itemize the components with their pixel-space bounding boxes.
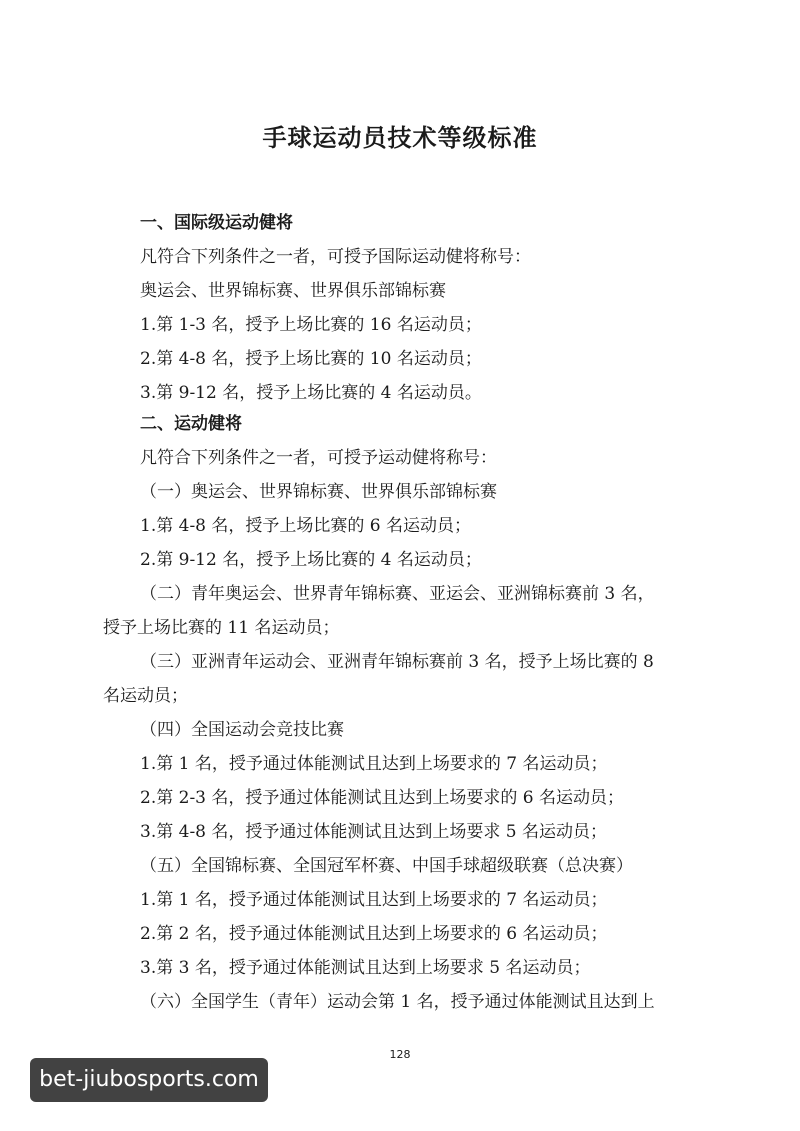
list-item: 1.第 4-8 名，授予上场比赛的 6 名运动员； xyxy=(140,516,472,536)
list-item: 3.第 9-12 名，授予上场比赛的 4 名运动员。 xyxy=(140,383,482,403)
list-item: 1.第 1 名，授予通过体能测试且达到上场要求的 7 名运动员； xyxy=(140,890,608,910)
list-item: 2.第 2 名，授予通过体能测试且达到上场要求的 6 名运动员； xyxy=(140,924,608,944)
paragraph-line: 凡符合下列条件之一者，可授予国际运动健将称号： xyxy=(140,247,531,267)
subsection-line: （三）亚洲青年运动会、亚洲青年锦标赛前 3 名，授予上场比赛的 8 xyxy=(140,652,654,672)
list-item: 2.第 9-12 名，授予上场比赛的 4 名运动员； xyxy=(140,550,482,570)
subsection-line: （二）青年奥运会、世界青年锦标赛、亚运会、亚洲锦标赛前 3 名， xyxy=(140,584,655,604)
page-number: 128 xyxy=(389,1048,411,1061)
watermark-badge: bet-jiubosports.com xyxy=(30,1058,268,1102)
paragraph-continuation: 名运动员； xyxy=(103,686,188,706)
list-item: 2.第 4-8 名，授予上场比赛的 10 名运动员； xyxy=(140,349,482,369)
section-heading-master: 二、运动健将 xyxy=(140,414,242,434)
list-item: 1.第 1 名，授予通过体能测试且达到上场要求的 7 名运动员； xyxy=(140,754,608,774)
subsection-line: （六）全国学生（青年）运动会第 1 名，授予通过体能测试且达到上 xyxy=(140,992,655,1012)
subsection-line: （一）奥运会、世界锦标赛、世界俱乐部锦标赛 xyxy=(140,482,497,502)
subsection-line: （五）全国锦标赛、全国冠军杯赛、中国手球超级联赛（总决赛） xyxy=(140,856,633,876)
paragraph-continuation: 授予上场比赛的 11 名运动员； xyxy=(103,618,340,638)
list-item: 3.第 3 名，授予通过体能测试且达到上场要求 5 名运动员； xyxy=(140,958,591,978)
paragraph-line: 凡符合下列条件之一者，可授予运动健将称号： xyxy=(140,448,497,468)
section-heading-international-master: 一、国际级运动健将 xyxy=(140,213,293,233)
document-title: 手球运动员技术等级标准 xyxy=(262,124,538,152)
subsection-line: （四）全国运动会竞技比赛 xyxy=(140,720,344,740)
list-item: 1.第 1-3 名，授予上场比赛的 16 名运动员； xyxy=(140,315,482,335)
list-item: 2.第 2-3 名，授予通过体能测试且达到上场要求的 6 名运动员； xyxy=(140,788,625,808)
paragraph-line: 奥运会、世界锦标赛、世界俱乐部锦标赛 xyxy=(140,281,446,301)
list-item: 3.第 4-8 名，授予通过体能测试且达到上场要求 5 名运动员； xyxy=(140,822,608,842)
